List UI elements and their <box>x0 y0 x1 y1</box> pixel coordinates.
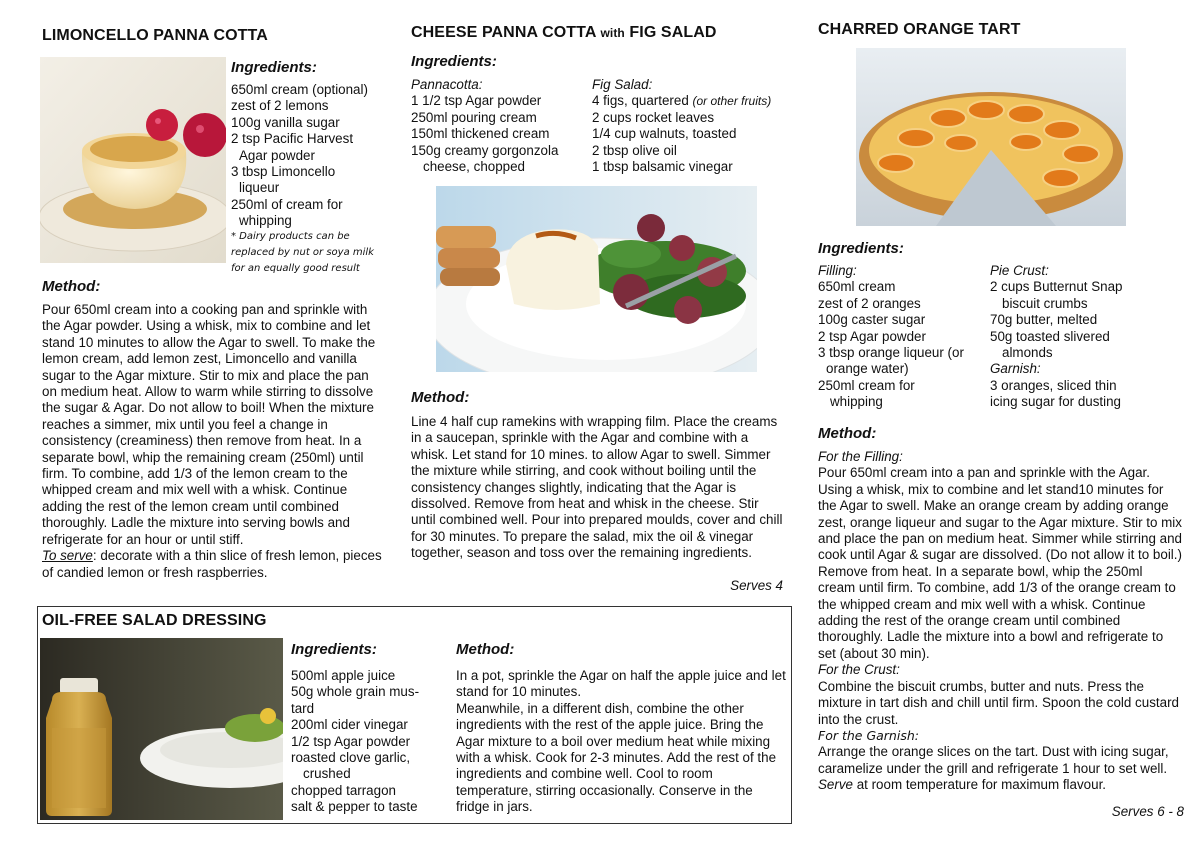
dressing-method-heading: Method: <box>456 641 515 658</box>
ingredient: 150g creamy gorgonzola <box>411 142 559 158</box>
cheese-pannacotta-list <box>411 77 558 175</box>
ingredient: 50g whole grain mus- <box>291 684 420 700</box>
crust-label: Pie Crust: <box>990 263 1049 278</box>
cheese-title-b: FIG SALAD <box>624 24 717 41</box>
crust-method: Combine the biscuit crumbs, butter and nuts. Press the mixture in tart dish and chill until firm. Spoon the cold custard into the crust. <box>818 678 1179 727</box>
ingredient: 100g caster sugar <box>818 312 926 328</box>
serve-label: Serve <box>818 777 853 793</box>
ingredient: zest of 2 oranges <box>818 295 921 311</box>
cheese-method: Line 4 half cup ramekins with wrapping film. Place the creams in a saucepan, sprinkle with the Agar and combine with a whisk. Let stand for 10 mines. to allow Agar to swell. Simmer the mixture while stirring, and cook without boiling until the consistency changes slightly, indicating that the Agar is dissolved. Remove from heat and whisk in the cheese. Stir until combined well. Pour into prepared moulds, cover and chill for 30 minutes. To prepare the salad, mix the oil & vinegar together, season and toss over the remaining ingredients. <box>411 414 783 561</box>
cheese-method-heading: Method: <box>411 389 470 406</box>
ingredient: tard <box>291 700 315 716</box>
method-text-a: In a pot, sprinkle the Agar on half the apple juice and let stand for 10 minutes. <box>456 668 786 700</box>
fig-first: 4 figs, quartered <box>592 93 693 109</box>
garnish-method-a: Arrange the orange slices on the tart. Dust with icing sugar, caramelize under the grill and refrigerate 1 hour to set well. <box>818 744 1169 776</box>
ingredient: orange water) <box>826 361 909 377</box>
note-line: * Dairy products can be <box>231 231 350 242</box>
ingredient: 1 tbsp balsamic vinegar <box>592 159 733 175</box>
limoncello-ingredients-list <box>231 82 368 230</box>
ingredient: cheese, chopped <box>423 159 525 175</box>
limoncello-method <box>42 302 384 581</box>
ingredient: 70g butter, melted <box>990 312 1098 328</box>
ingredient: chopped tarragon <box>291 782 396 798</box>
orange-ingredients-heading: Ingredients: <box>818 240 904 257</box>
limoncello-title: LIMONCELLO PANNA COTTA <box>42 27 268 44</box>
dressing-ingredients-list <box>291 668 419 816</box>
ingredient: 2 tsp Pacific Harvest <box>231 131 354 147</box>
ingredient <box>592 93 771 109</box>
ingredient: 1 1/2 tsp Agar powder <box>411 93 542 109</box>
method-text: Pour 650ml cream into a cooking pan and sprinkle with the Agar powder. Using a whisk, mix to combine and let stand 10 minutes to allow the Agar to swell. To make the lemon cream, add lemon zest, Limoncello and vanilla sugar to the Agar mixture. Stir to mix and place the pan on medium heat. Allow to warm while stirring to dissolve the sugar & Agar. Do not allow to boil! When the mixture reaches a simmer, mix until you feel a change in consistency (creaminess) then remove from heat. In a separate bowl, whip the remaining cream (250ml) until firm. To combine, add 1/3 of the lemon cream to the whipped cream and mix well with a whisk. Continue adding the rest of the lemon cream until combined thoroughly. Ladle the mixture into serving bowls and refrigerate for an hour or until stiff. <box>42 302 376 547</box>
pannacotta-label: Pannacotta: <box>411 77 483 92</box>
garnish-method <box>818 744 1182 793</box>
ingredient: 2 tsp Agar powder <box>818 328 926 344</box>
cheese-title <box>411 24 717 42</box>
ingredient: 100g vanilla sugar <box>231 114 340 130</box>
limoncello-dairy-note <box>231 229 374 277</box>
ingredient: 650ml cream (optional) <box>231 82 368 97</box>
ingredient: zest of 2 lemons <box>231 98 329 114</box>
ingredient: whipping <box>239 213 292 229</box>
cheese-title-a: CHEESE PANNA COTTA <box>411 24 601 41</box>
garnish-label: Garnish: <box>990 361 1041 377</box>
ingredient: liqueur <box>239 180 280 196</box>
orange-serves: Serves 6 - 8 <box>1111 804 1184 819</box>
orange-tart-photo <box>856 48 1126 226</box>
method-text-b: Meanwhile, in a different dish, combine the other ingredients with the rest of the apple juice. Bring the Agar mixture to a boil over medium heat while mixing with a whisk. Cook for 2-3 minutes. Add the rest of the ingredients and combine well. Cool to room temperature, stirring occasionally. Conserve in the fridge in jars. <box>456 700 777 815</box>
cheese-title-with: with <box>600 26 625 40</box>
garnish-method-b: at room temperature for maximum flavour. <box>852 777 1107 793</box>
dressing-title: OIL-FREE SALAD DRESSING <box>42 612 267 629</box>
ingredient: almonds <box>1002 345 1053 361</box>
orange-crust-list <box>990 263 1123 411</box>
ingredient: 3 oranges, sliced thin <box>990 377 1117 393</box>
ingredient: icing sugar for dusting <box>990 394 1122 410</box>
ingredient: 50g toasted slivered <box>990 328 1110 344</box>
ingredient: Agar powder <box>239 147 315 163</box>
ingredient: whipping <box>830 394 883 410</box>
dressing-photo <box>40 638 283 820</box>
orange-method-heading: Method: <box>818 425 877 442</box>
filling-method: Pour 650ml cream into a pan and sprinkle with the Agar. Using a whisk, mix to combine and let stand10 minutes for the Agar to swell. Make an orange cream by adding orange zest, orange liqueur and sugar to the Agar mixture. Stir to mix and place the pan on medium heat. Simmer while stirring and cook until Agar & sugar are dissolved. (Do not allow it to boil.) Remove from heat. In a separate bowl, whip the 250ml cream until firm. To combine, add 1/3 of the orange cream to the whipped cream and mix well with a whisk. Continue adding the rest of the orange cream until combined thoroughly. Ladle the mixture into a bowl and refrigerate to set (about 30 min). <box>818 465 1182 661</box>
limoncello-method-heading: Method: <box>42 278 101 295</box>
for-garnish-label: For the Garnish: <box>818 727 919 743</box>
dressing-method <box>456 668 786 816</box>
ingredient: 150ml thickened cream <box>411 126 550 142</box>
fig-label: Fig Salad: <box>592 77 653 92</box>
ingredient: 250ml cream for <box>818 377 915 393</box>
ingredient: crushed <box>303 766 351 782</box>
cheese-fig-list <box>592 77 771 175</box>
ingredient: 2 cups Butternut Snap <box>990 279 1123 295</box>
ingredient: salt & pepper to taste <box>291 799 418 815</box>
ingredient: 3 tbsp orange liqueur (or <box>818 345 964 361</box>
ingredient: 1/2 tsp Agar powder <box>291 733 411 749</box>
ingredient: 2 cups rocket leaves <box>592 109 715 125</box>
ingredient: 3 tbsp Limoncello <box>231 164 336 180</box>
serve-body: : decorate with a thin slice of fresh lemon, pieces of candied lemon or fresh raspberries. <box>42 548 382 580</box>
ingredient: 2 tbsp olive oil <box>592 142 677 158</box>
orange-method <box>818 449 1182 794</box>
ingredient: roasted clove garlic, <box>291 750 411 766</box>
serve-text <box>42 548 384 581</box>
ingredient: 250ml pouring cream <box>411 109 537 125</box>
ingredient: 500ml apple juice <box>291 668 396 683</box>
orange-title: CHARRED ORANGE TART <box>818 21 1021 38</box>
ingredient: 200ml cider vinegar <box>291 717 408 733</box>
limoncello-photo <box>40 57 226 263</box>
limoncello-ingredients-heading: Ingredients: <box>231 59 317 76</box>
cheese-ingredients-heading: Ingredients: <box>411 53 497 70</box>
for-filling-label: For the Filling: <box>818 449 903 464</box>
for-crust-label: For the Crust: <box>818 662 900 678</box>
ingredient: 1/4 cup walnuts, toasted <box>592 126 737 142</box>
filling-label: Filling: <box>818 263 857 278</box>
ingredient: 650ml cream <box>818 279 896 295</box>
ingredient: biscuit crumbs <box>1002 295 1088 311</box>
cheese-photo <box>436 186 757 372</box>
fig-first-note: (or other fruits) <box>692 94 772 109</box>
note-line: for an equally good result <box>231 263 360 274</box>
note-line: replaced by nut or soya milk <box>231 247 374 258</box>
dressing-ingredients-heading: Ingredients: <box>291 641 377 658</box>
orange-filling-list <box>818 263 964 411</box>
cheese-serves: Serves 4 <box>730 578 783 593</box>
serve-label: To serve <box>42 548 93 564</box>
ingredient: 250ml of cream for <box>231 196 343 212</box>
